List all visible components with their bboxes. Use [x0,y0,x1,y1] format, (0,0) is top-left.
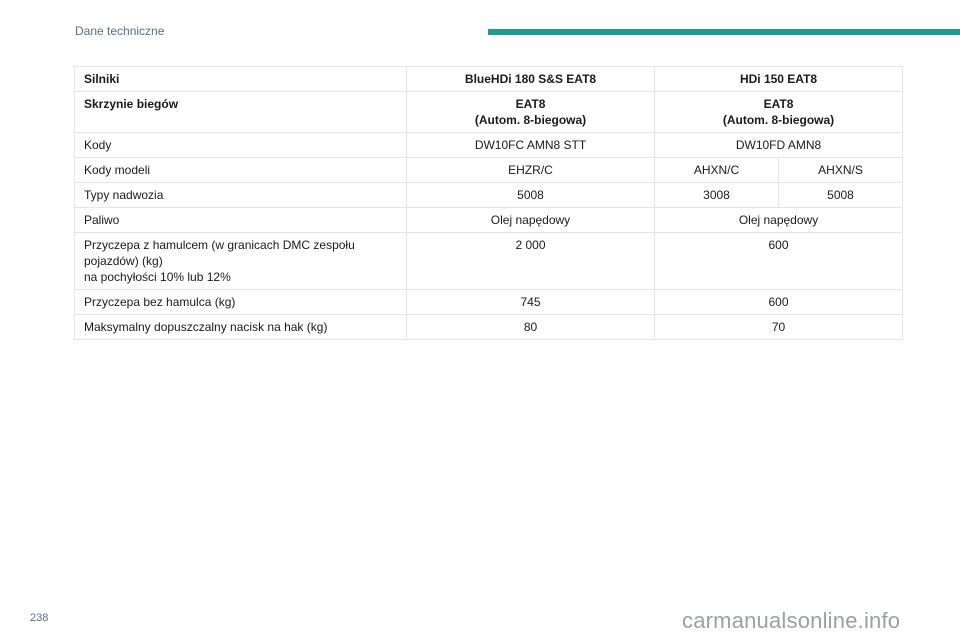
cell-braked-trailer-2: 600 [655,233,903,290]
page-number: 238 [30,612,49,624]
cell-towbar-load-1: 80 [407,315,655,340]
section-title: Dane techniczne [75,24,165,38]
row-label: Przyczepa bez hamulca (kg) [75,290,407,315]
table-row-codes [75,133,903,158]
cell-body-type-1: 5008 [407,183,655,208]
specifications-table [74,66,903,340]
cell-braked-trailer-1: 2 000 [407,233,655,290]
table-row-braked-trailer [75,233,903,290]
table-row-engines [75,67,903,92]
cell-gearbox-1: EAT8 (Autom. 8-biegowa) [407,92,655,133]
cell-gearbox-2: EAT8 (Autom. 8-biegowa) [655,92,903,133]
table-row-fuel [75,208,903,233]
cell-unbraked-trailer-1: 745 [407,290,655,315]
table-row-gearboxes [75,92,903,133]
cell-unbraked-trailer-2: 600 [655,290,903,315]
cell-engine-2: HDi 150 EAT8 [655,67,903,92]
row-label: Skrzynie biegów [75,92,407,133]
row-label: Typy nadwozia [75,183,407,208]
cell-towbar-load-2: 70 [655,315,903,340]
cell-fuel-2: Olej napędowy [655,208,903,233]
row-label: Paliwo [75,208,407,233]
table-row-body-types [75,183,903,208]
cell-body-type-2a: 3008 [655,183,779,208]
watermark: carmanualsonline.info [682,608,901,633]
row-label: Przyczepa z hamulcem (w granicach DMC zespołu pojazdów) (kg) na pochyłości 10% lub 12% [75,233,407,290]
cell-fuel-1: Olej napędowy [407,208,655,233]
cell-code-2: DW10FD AMN8 [655,133,903,158]
row-label: Silniki [75,67,407,92]
row-label: Kody [75,133,407,158]
header-accent-bar [488,29,960,35]
table-row-model-codes [75,158,903,183]
cell-model-code-1: EHZR/C [407,158,655,183]
table-row-unbraked-trailer [75,290,903,315]
cell-engine-1: BlueHDi 180 S&S EAT8 [407,67,655,92]
cell-code-1: DW10FC AMN8 STT [407,133,655,158]
row-label: Kody modeli [75,158,407,183]
row-label: Maksymalny dopuszczalny nacisk na hak (kg) [75,315,407,340]
cell-body-type-2b: 5008 [779,183,903,208]
cell-model-code-2b: AHXN/S [779,158,903,183]
table-row-towbar-load [75,315,903,340]
cell-model-code-2a: AHXN/C [655,158,779,183]
